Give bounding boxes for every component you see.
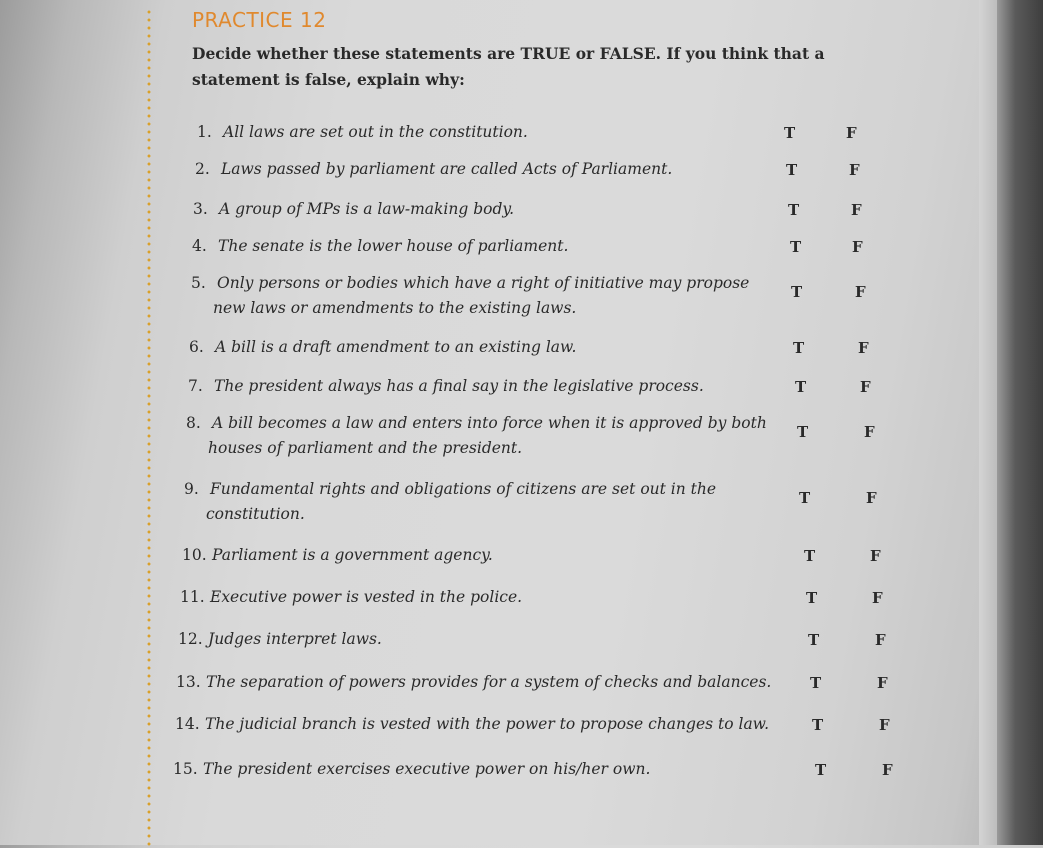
statement-number: 15. xyxy=(173,760,198,778)
statement-item xyxy=(182,543,493,568)
false-option[interactable]: F xyxy=(858,339,869,357)
true-option[interactable]: T xyxy=(795,378,807,396)
dotted-margin-line xyxy=(146,8,152,848)
true-option[interactable]: T xyxy=(797,423,809,441)
statement-text: The president always has a final say in the legislative process. xyxy=(214,377,704,395)
statement-text: Only persons or bodies which have a right of initiative may propose xyxy=(217,274,750,292)
statement-text: Laws passed by parliament are called Acts of Parliament. xyxy=(221,160,673,178)
false-option[interactable]: F xyxy=(866,489,877,507)
false-option[interactable]: F xyxy=(877,674,888,692)
statement-number: 14. xyxy=(175,715,200,733)
true-option[interactable]: T xyxy=(791,283,803,301)
false-option[interactable]: F xyxy=(879,716,890,734)
statement-text: All laws are set out in the constitution. xyxy=(223,123,528,141)
false-option[interactable]: F xyxy=(864,423,875,441)
true-option[interactable]: T xyxy=(788,201,800,219)
statement-text: Judges interpret laws. xyxy=(208,630,382,648)
statement-number: 6. xyxy=(189,338,204,356)
false-option[interactable]: F xyxy=(846,124,857,142)
statement-text: Fundamental rights and obligations of citizens are set out in the xyxy=(210,480,717,498)
statement-text: Executive power is vested in the police. xyxy=(210,588,523,606)
statement-number: 8. xyxy=(186,414,201,432)
statement-item xyxy=(195,157,672,182)
statement-item xyxy=(192,234,568,259)
statement-number: 5. xyxy=(191,274,206,292)
statement-number: 7. xyxy=(188,377,203,395)
statement-item xyxy=(188,374,704,399)
statement-item xyxy=(184,477,716,527)
statement-item xyxy=(178,627,382,652)
instructions-text: Decide whether these statements are TRUE or FALSE. If you think that a statement is false, explain why: xyxy=(192,44,825,89)
false-option[interactable]: F xyxy=(855,283,866,301)
true-option[interactable]: T xyxy=(790,238,802,256)
statement-number: 13. xyxy=(176,673,201,691)
statement-text-continued: constitution. xyxy=(206,505,305,523)
statement-number: 10. xyxy=(182,546,207,564)
true-option[interactable]: T xyxy=(804,547,816,565)
false-option[interactable]: F xyxy=(875,631,886,649)
false-option[interactable]: F xyxy=(872,589,883,607)
statement-text: A bill is a draft amendment to an existing law. xyxy=(215,338,577,356)
true-option[interactable]: T xyxy=(812,716,824,734)
true-option[interactable]: T xyxy=(810,674,822,692)
false-option[interactable]: F xyxy=(870,547,881,565)
page-shadow xyxy=(997,0,1043,845)
statement-text-continued: new laws or amendments to the existing laws. xyxy=(213,299,577,317)
true-option[interactable]: T xyxy=(793,339,805,357)
statement-text: A bill becomes a law and enters into force when it is approved by both xyxy=(212,414,767,432)
statement-text: The senate is the lower house of parliament. xyxy=(218,237,569,255)
statement-item xyxy=(197,120,528,145)
statement-text: A group of MPs is a law-making body. xyxy=(219,200,515,218)
page-title: PRACTICE 12 xyxy=(192,8,327,32)
statement-number: 9. xyxy=(184,480,199,498)
statement-text: Parliament is a government agency. xyxy=(212,546,493,564)
true-option[interactable]: T xyxy=(786,161,798,179)
true-option[interactable]: T xyxy=(815,761,827,779)
statement-number: 3. xyxy=(193,200,208,218)
statement-item xyxy=(180,585,522,610)
true-option[interactable]: T xyxy=(808,631,820,649)
statement-text: The judicial branch is vested with the power to propose changes to law. xyxy=(205,715,770,733)
true-option[interactable]: T xyxy=(799,489,811,507)
true-option[interactable]: T xyxy=(784,124,796,142)
statement-number: 1. xyxy=(197,123,212,141)
false-option[interactable]: F xyxy=(849,161,860,179)
false-option[interactable]: F xyxy=(860,378,871,396)
statement-number: 11. xyxy=(180,588,205,606)
statement-number: 4. xyxy=(192,237,207,255)
statement-item xyxy=(175,712,769,737)
false-option[interactable]: F xyxy=(882,761,893,779)
statement-item xyxy=(193,197,514,222)
statement-number: 2. xyxy=(195,160,210,178)
true-option[interactable]: T xyxy=(806,589,818,607)
statement-text: The president exercises executive power on his/her own. xyxy=(203,760,651,778)
false-option[interactable]: F xyxy=(851,201,862,219)
statement-item xyxy=(176,670,771,695)
statement-item xyxy=(186,411,767,461)
page-edge xyxy=(979,0,997,845)
false-option[interactable]: F xyxy=(852,238,863,256)
statement-item xyxy=(173,757,650,782)
statement-text-continued: houses of parliament and the president. xyxy=(208,439,523,457)
statement-item xyxy=(189,335,576,360)
statement-item xyxy=(191,271,749,321)
statement-number: 12. xyxy=(178,630,203,648)
statement-text: The separation of powers provides for a system of checks and balances. xyxy=(206,673,772,691)
